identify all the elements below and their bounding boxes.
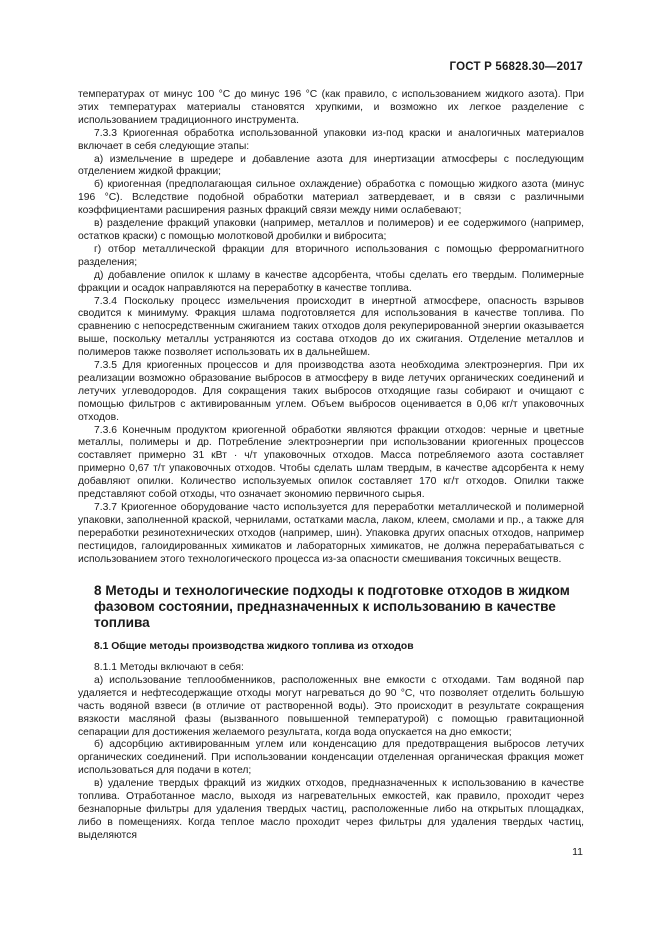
text-block-bottom: [78, 662, 584, 843]
page-number: 11: [572, 846, 583, 858]
paragraph: а) использование теплообменников, расположенных вне емкости с отходами. Там водяной пар удаляется и нефтесодержащие отходы могут нагреваться до 90 °С, что позволяет отделить большую часть водяной взвеси (в отличие от растворенной воды). Это происходит в результате сокращения вязкости масляной фазы (вызванного повышенной температурой) с помощью гравитационной сепарации для достижения желаемого результата, когда вода опускается на дно емкости;: [78, 674, 584, 738]
paragraph: г) отбор металлической фракции для вторичного использования с помощью ферромагнитного разделения;: [78, 243, 584, 268]
paragraph: 7.3.3 Криогенная обработка использованной упаковки из-под краски и аналогичных материалов включает в себя следующие этапы:: [78, 127, 584, 152]
section-title: 8 Методы и технологические подходы к подготовке отходов в жидком фазовом состоянии, предназначенных к использованию в качестве топлива: [94, 582, 570, 630]
paragraph: в) удаление твердых фракций из жидких отходов, предназначенных к использованию в качестве топлива. Отработанное масло, выходя из нагревательных емкостей, как правило, проходит через безнапорные фильтры для удаления твердых частиц, расположенные либо на открытых площадках, либо в помещениях. Когда теплое масло проходит через фильтры для удаления твердых частиц, выделяются: [78, 778, 584, 841]
document-body: [78, 89, 584, 843]
paragraph: 7.3.5 Для криогенных процессов и для производства азота необходима электроэнергия. При их реализации возможно образование выбросов в атмосферу в виде летучих органических соединений и летучих углеводородов. Для сокращения таких выбросов отходящие газы собирают и очищают с помощью фильтров с активированным углем. Объем выбросов оценивается в 0,06 кг/т упаковочных отходов.: [78, 360, 584, 423]
paragraph: 7.3.4 Поскольку процесс измельчения происходит в инертной атмосфере, опасность взрывов сводится к минимуму. Фракция шлама подготовляется для использования в качестве топлива. По сравнению с непосредственным сжиганием таких отходов доля рекуперированной энергии оказывается выше, поскольку металлы устраняются из состава отходов до их сжигания. Отделение металлов и полимеров также позволяет использовать их в дальнейшем.: [78, 295, 584, 359]
text-block-top: [78, 89, 584, 567]
paragraph: температурах от минус 100 °С до минус 196 °С (как правило, с использованием жидкого азота). При этих температурах материалы становятся хрупкими, и возможно их легкое разделение с использованием традиционного инструмента.: [78, 89, 584, 126]
paragraph: в) разделение фракций упаковки (например, металлов и полимеров) и ее содержимого (например, остатков краски) с помощью молотковой дробилки и вибросита;: [78, 218, 584, 242]
document-header: ГОСТ Р 56828.30—2017: [449, 61, 583, 73]
paragraph: 7.3.6 Конечным продуктом криогенной обработки являются фракции отходов: черные и цветные металлы, полимеры и др. Потребление электроэнергии при использовании криогенных процессов составляет примерно 31 кВт · ч/т упаковочных отходов. Масса потребляемого азота составляет примерно 0,67 т/т упаковочных отходов. Чтобы сделать шлам твердым, в качестве адсорбента к нему добавляют опилки. Количество используемых опилок составляет 170 кг/т отходов. Опилки также представляют собой отходы, что означает экономию первичного сырья.: [78, 424, 584, 501]
paragraph: а) измельчение в шредере и добавление азота для инертизации атмосферы с последующим отделением жидкой фракции;: [78, 153, 584, 178]
paragraph: б) криогенная (предполагающая сильное охлаждение) обработка с помощью жидкого азота (минус 196 °С). Вследствие подобной обработки материал затвердевает, и в связи с различными коэффициентами расширения разных фракций связи между ними ослабевают;: [78, 179, 584, 217]
paragraph: б) адсорбцию активированным углем или конденсацию для предотвращения выбросов летучих органических соединений. При использовании конденсации отделенная органическая фракция может использоваться для подачи в котел;: [78, 739, 584, 777]
paragraph: 8.1.1 Методы включают в себя:: [94, 662, 244, 674]
paragraph: 7.3.7 Криогенное оборудование часто используется для переработки металлической и полимерной упаковки, заполненной краской, чернилами, остатками масла, лаком, клеем, смолами и пр., а также для переработки резинотехнических отходов (например, шин). Упаковка других опасных отходов, например пестицидов, галоидированных химикатов и лабораторных химикатов, не должна перерабатываться с использованием этого технологического процесса из-за опасности смешивания токсичных веществ.: [78, 502, 584, 565]
subsection-title: 8.1 Общие методы производства жидкого топлива из отходов: [94, 641, 414, 653]
paragraph: д) добавление опилок к шламу в качестве адсорбента, чтобы сделать его твердым. Полимерные фракции и осадок направляются на переработку в качестве топлива.: [78, 269, 584, 294]
